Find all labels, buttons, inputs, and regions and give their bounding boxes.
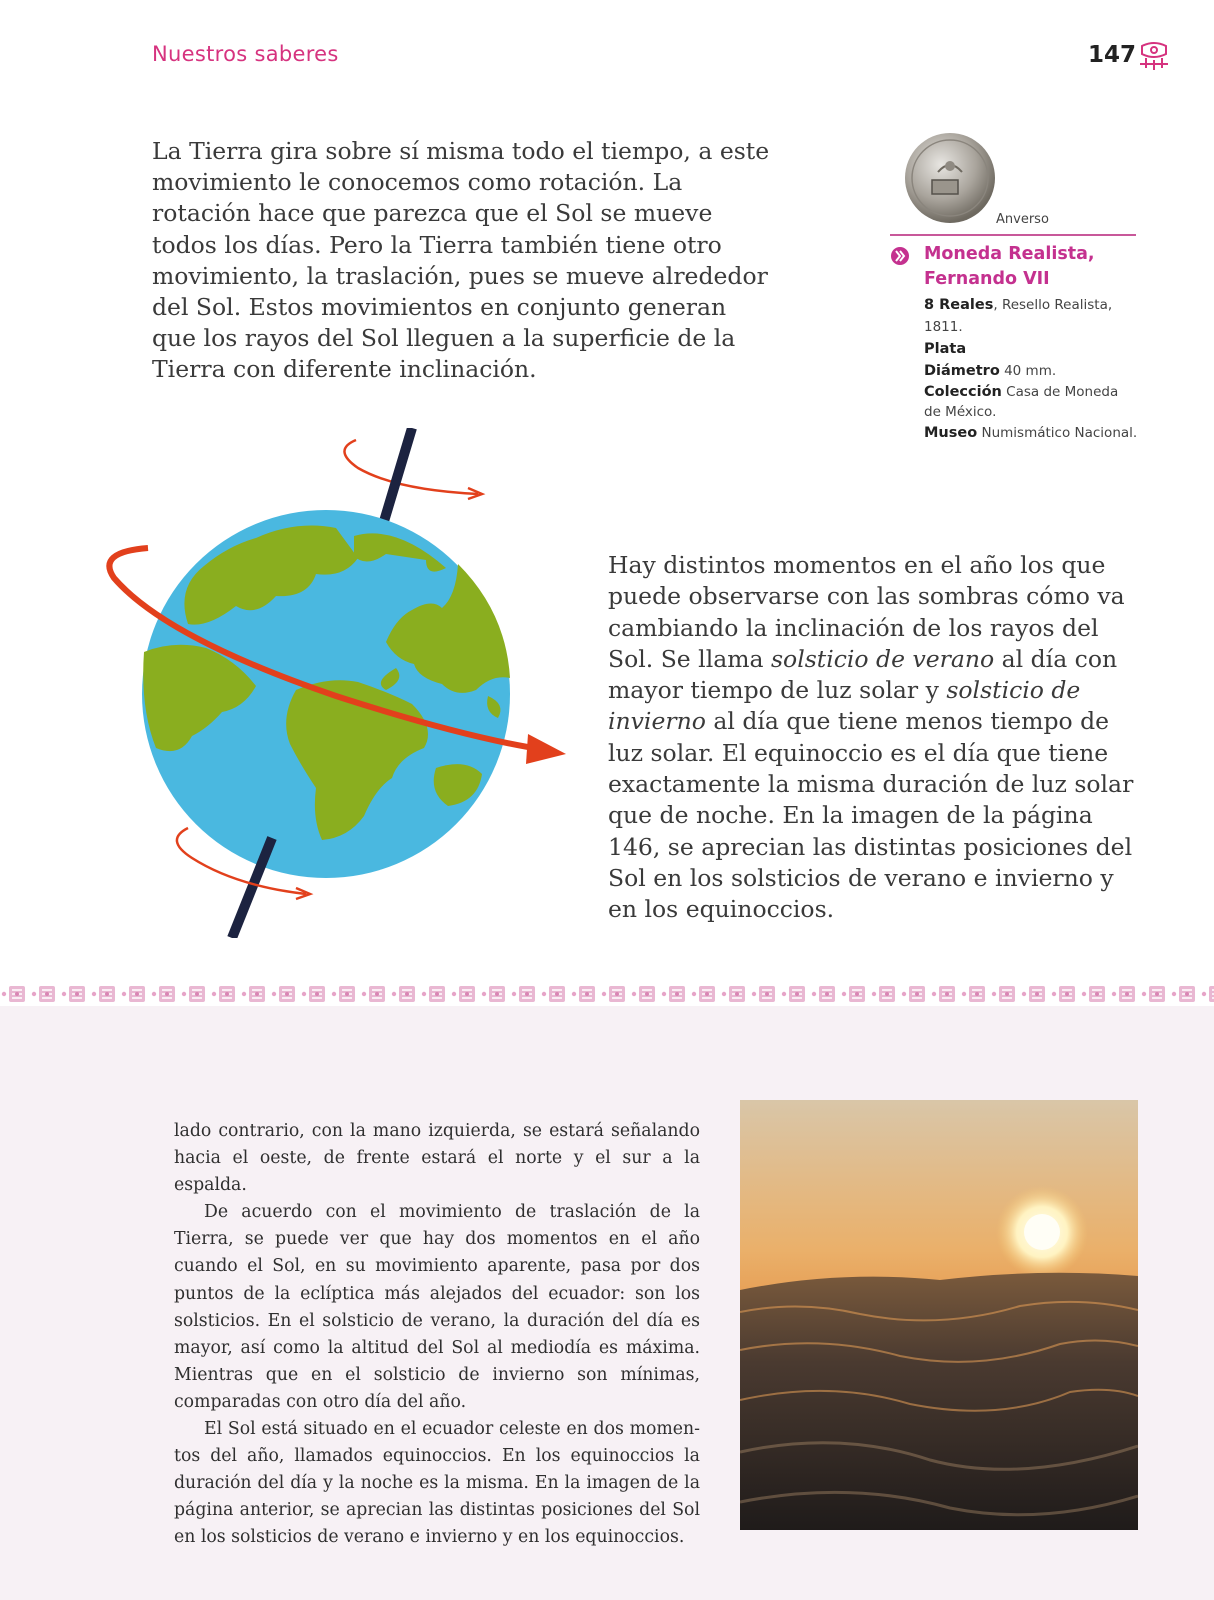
coin-specs [924,294,1139,444]
coin-diameter: Diámetro 40 mm. [924,363,1057,379]
excerpt-paragraph-2: De acuerdo con el movimiento de traslación de la Tierra, se puede ver que hay dos momentos en el año cuando el Sol, en su movimiento aparente, pasa por dos puntos de la eclíptica más alejados del ecuador: son los solsticios. En el solsticio de verano, la duración del día es mayor, así como la altitud del Sol al mediodía es máxima. Mientras que en el solsticio de invierno son mínimas, comparadas con otro día del año. [174,1202,700,1412]
coin-museum: Museo Numismático Nacional. [924,425,1138,441]
intro-paragraph: La Tierra gira sobre sí misma todo el tiempo, a este movimiento le conocemos como rotación. La rotación hace que parezca que el Sol se mueve todos los días. Pero la Tierra también tiene otro movimiento, la traslación, pues se mueve alrededor del Sol. Estos movimientos en conjunto generan que los rayos del Sol lleguen a la superficie de la Tierra con diferente inclinación. [152,137,770,384]
coin-side-label: Anverso [996,212,1049,227]
excerpt-paragraph-1: lado contrario, con la mano izquierda, se estará señalando hacia el oeste, de frente estará el norte y el sur a la espalda. [174,1121,700,1196]
chevron-right-icon [890,246,910,266]
sunset-over-sea-photo [740,1100,1138,1530]
decorative-border [0,982,1214,1006]
coin-material: Plata [924,341,967,357]
excerpt-text [174,1118,700,1552]
summer-solstice-term: solsticio de verano [771,644,995,673]
excerpt-paragraph-3: El Sol está situado en el ecuador celeste en dos momen-tos del año, llamados equinoccios. En los equinoccios la duración del día y la noche es la misma. En la imagen de la página anterior, se aprecian las distintas posiciones del Sol en los solsticios de verano e invierno y en los equinoccios. [174,1419,700,1548]
seasons-paragraph: Hay distintos momentos en el año los que puede observarse con las sombras cómo va cambiando la inclinación de los rayos del Sol. Se llama solsticio de verano al día con mayor tiempo de luz solar y solsticio de invierno al día que tiene menos tiempo de luz solar. El equinoccio es el día que tiene exactamente la misma duración de luz solar que de noche. En la imagen de la página 146, se aprecian las distintas posiciones del Sol en los solsticios de verano e invierno y en los equinoccios. [608,551,1134,924]
coin-divider [890,234,1136,236]
coin-denomination: 8 Reales, Resello Realista, 1811. [924,297,1113,335]
section-title: Nuestros saberes [152,42,339,66]
coin-image [904,132,996,224]
coin-info-card [890,130,1140,441]
pre-hispanic-glyph-icon [1136,38,1172,74]
page-number: 147 [1088,42,1137,68]
coin-title: Moneda Realista, Fernando VII [924,244,1095,289]
earth-rotation-illustration [96,428,586,938]
winter-solstice-term: solsticio de invierno [608,676,1081,736]
coin-collection: Colección Casa de Moneda de México. [924,384,1119,420]
